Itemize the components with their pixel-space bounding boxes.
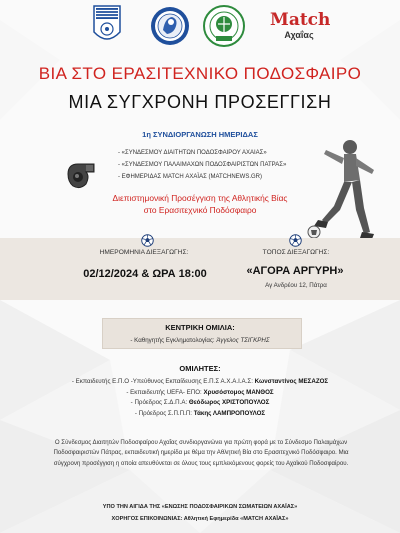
speaker-item <box>0 398 400 409</box>
soccer-ball-icon <box>141 234 154 247</box>
speakers-heading: ΟΜΙΛΗΤΕΣ: <box>179 364 221 373</box>
venue-address: Αγ Ανδρέου 12, Πάτρα <box>265 282 327 289</box>
speaker-name: Τάκης ΛΑΜΠΡΟΠΟΥΛΟΣ <box>193 409 266 417</box>
speaker-item <box>0 388 400 399</box>
organizer-item: - «ΣΥΝΔΕΣΜΟΥ ΔΙΑΙΤΗΤΩΝ ΠΟΔΟΣΦΑΙΡΟΥ ΑΧΑΙΑΣ» <box>118 150 267 156</box>
match-logo-title: Match <box>270 10 331 30</box>
main-subtitle: ΜΙΑ ΣΥΓΧΡΟΝΗ ΠΡΟΣΕΓΓΙΣΗ <box>68 92 332 112</box>
soccer-ball-icon <box>289 234 302 247</box>
date-label: ΗΜΕΡΟΜΗΝΙΑ ΔΙΕΞΑΓΩΓΗΣ: <box>99 249 189 256</box>
keynote-name: Άγγελος ΤΣΙΓΚΡΗΣ <box>216 337 270 344</box>
organizers-heading: 1η ΣΥΝΔΙΟΡΓΑΝΩΣΗ ΗΜΕΡΙΔΑΣ <box>142 130 258 139</box>
event-subject-line: στο Ερασιτεχνικό Ποδόσφαιρο <box>143 205 257 215</box>
referees-association-logo <box>150 4 190 48</box>
speaker-name: Χρυσόστομος ΜΑΝΘΟΣ <box>203 388 274 396</box>
keynote-heading: ΚΕΝΤΡΙΚΗ ΟΜΙΛΙΑ: <box>165 323 235 332</box>
date-value: 02/12/2024 & ΩΡΑ 18:00 <box>83 268 207 280</box>
media-sponsor-line: ΧΟΡΗΓΟΣ ΕΠΙΚΟΙΝΩΝΙΑΣ: Αθλητική Εφημερίδα «MATCH ΑΧΑΪΑΣ» <box>111 516 289 522</box>
event-subject-line: Διεπιστημονική Προσέγγιση της Αθλητικής Βίας <box>112 193 288 203</box>
venue-value: «ΑΓΟΡΑ ΑΡΓΥΡΗ» <box>246 265 344 277</box>
organizer-item: - «ΣΥΝΔΕΣΜΟΥ ΠΑΛΑΙΜΑΧΩΝ ΠΟΔΟΣΦΑΙΡΙΣΤΩΝ ΠΑΤΡΑΣ» <box>118 162 287 168</box>
speakers-list <box>0 377 400 419</box>
organizer-item: - ΕΦΗΜΕΡΙΔΑΣ MATCH ΑΧΑΪΑΣ (MATCHNEWS.GR) <box>118 174 262 180</box>
footballer-illustration <box>304 136 378 240</box>
match-achaias-logo <box>270 4 331 48</box>
veterans-association-logo <box>203 4 245 48</box>
keynote-role: - Καθηγητής Εγκληματολογίας: <box>130 337 215 344</box>
organizers-list <box>118 147 286 183</box>
speaker-role: - Εκπαιδευτής Ε.Π.Ο -Υπεύθυνος Εκπαίδευσης Ε.Π.Σ Α.Χ.Α.Ι.Α.Σ: <box>71 378 253 385</box>
speaker-role: - Πρόεδρος Σ.Δ.Π.Α: <box>130 399 188 407</box>
federation-shield-logo <box>92 4 122 48</box>
auspices-line: ΥΠΟ ΤΗΝ ΑΙΓΙΔΑ ΤΗΣ «ΕΝΩΣΗΣ ΠΟΔΟΣΦΑΙΡΙΚΩΝ ΣΩΜΑΤΕΙΩΝ ΑΧΑΪΑΣ» <box>102 504 298 510</box>
speaker-name: Θεόδωρος ΧΡΙΣΤΟΠΟΥΛΟΣ <box>188 399 270 407</box>
event-subject <box>0 192 400 216</box>
match-logo-subtitle: Αχαΐας <box>284 30 314 40</box>
whistle-icon <box>64 160 98 192</box>
intro-paragraph: Ο Σύνδεσμος Διαιτητών Ποδοσφαίρου Αχαΐας συνδιοργανώνει για πρώτη φορά με το Σύνδεσμο Παλαιμάχων Ποδοσφαιριστών Πάτρας, εκπαιδευτική ημερίδα με θέμα την Αθλητική Βία στο Ερασιτεχνικό Ποδόσφαιρο. Μια σύγχρονη προσέγγιση η οποία απευθύνεται σε όλους τους εμπλεκόμενους φορείς του Αχαϊκού Ποδοσφαίρου. <box>53 439 349 467</box>
main-title: ΒΙΑ ΣΤΟ ΕΡΑΣΙΤΕΧΝΙΚΟ ΠΟΔΟΣΦΑΙΡΟ <box>38 64 362 83</box>
speaker-role: - Εκπαιδευτής UEFA- ΕΠΟ: <box>126 388 202 396</box>
speaker-name: Κωνσταντίνος ΜΕΣΑΖΟΣ <box>254 378 329 385</box>
venue-label: ΤΟΠΟΣ ΔΙΕΞΑΓΩΓΗΣ: <box>262 249 330 256</box>
speaker-item <box>0 409 400 420</box>
keynote-speaker <box>0 337 400 344</box>
speaker-role: - Πρόεδρος Σ.Π.Π.Π: <box>134 409 193 417</box>
speaker-item <box>0 377 400 388</box>
